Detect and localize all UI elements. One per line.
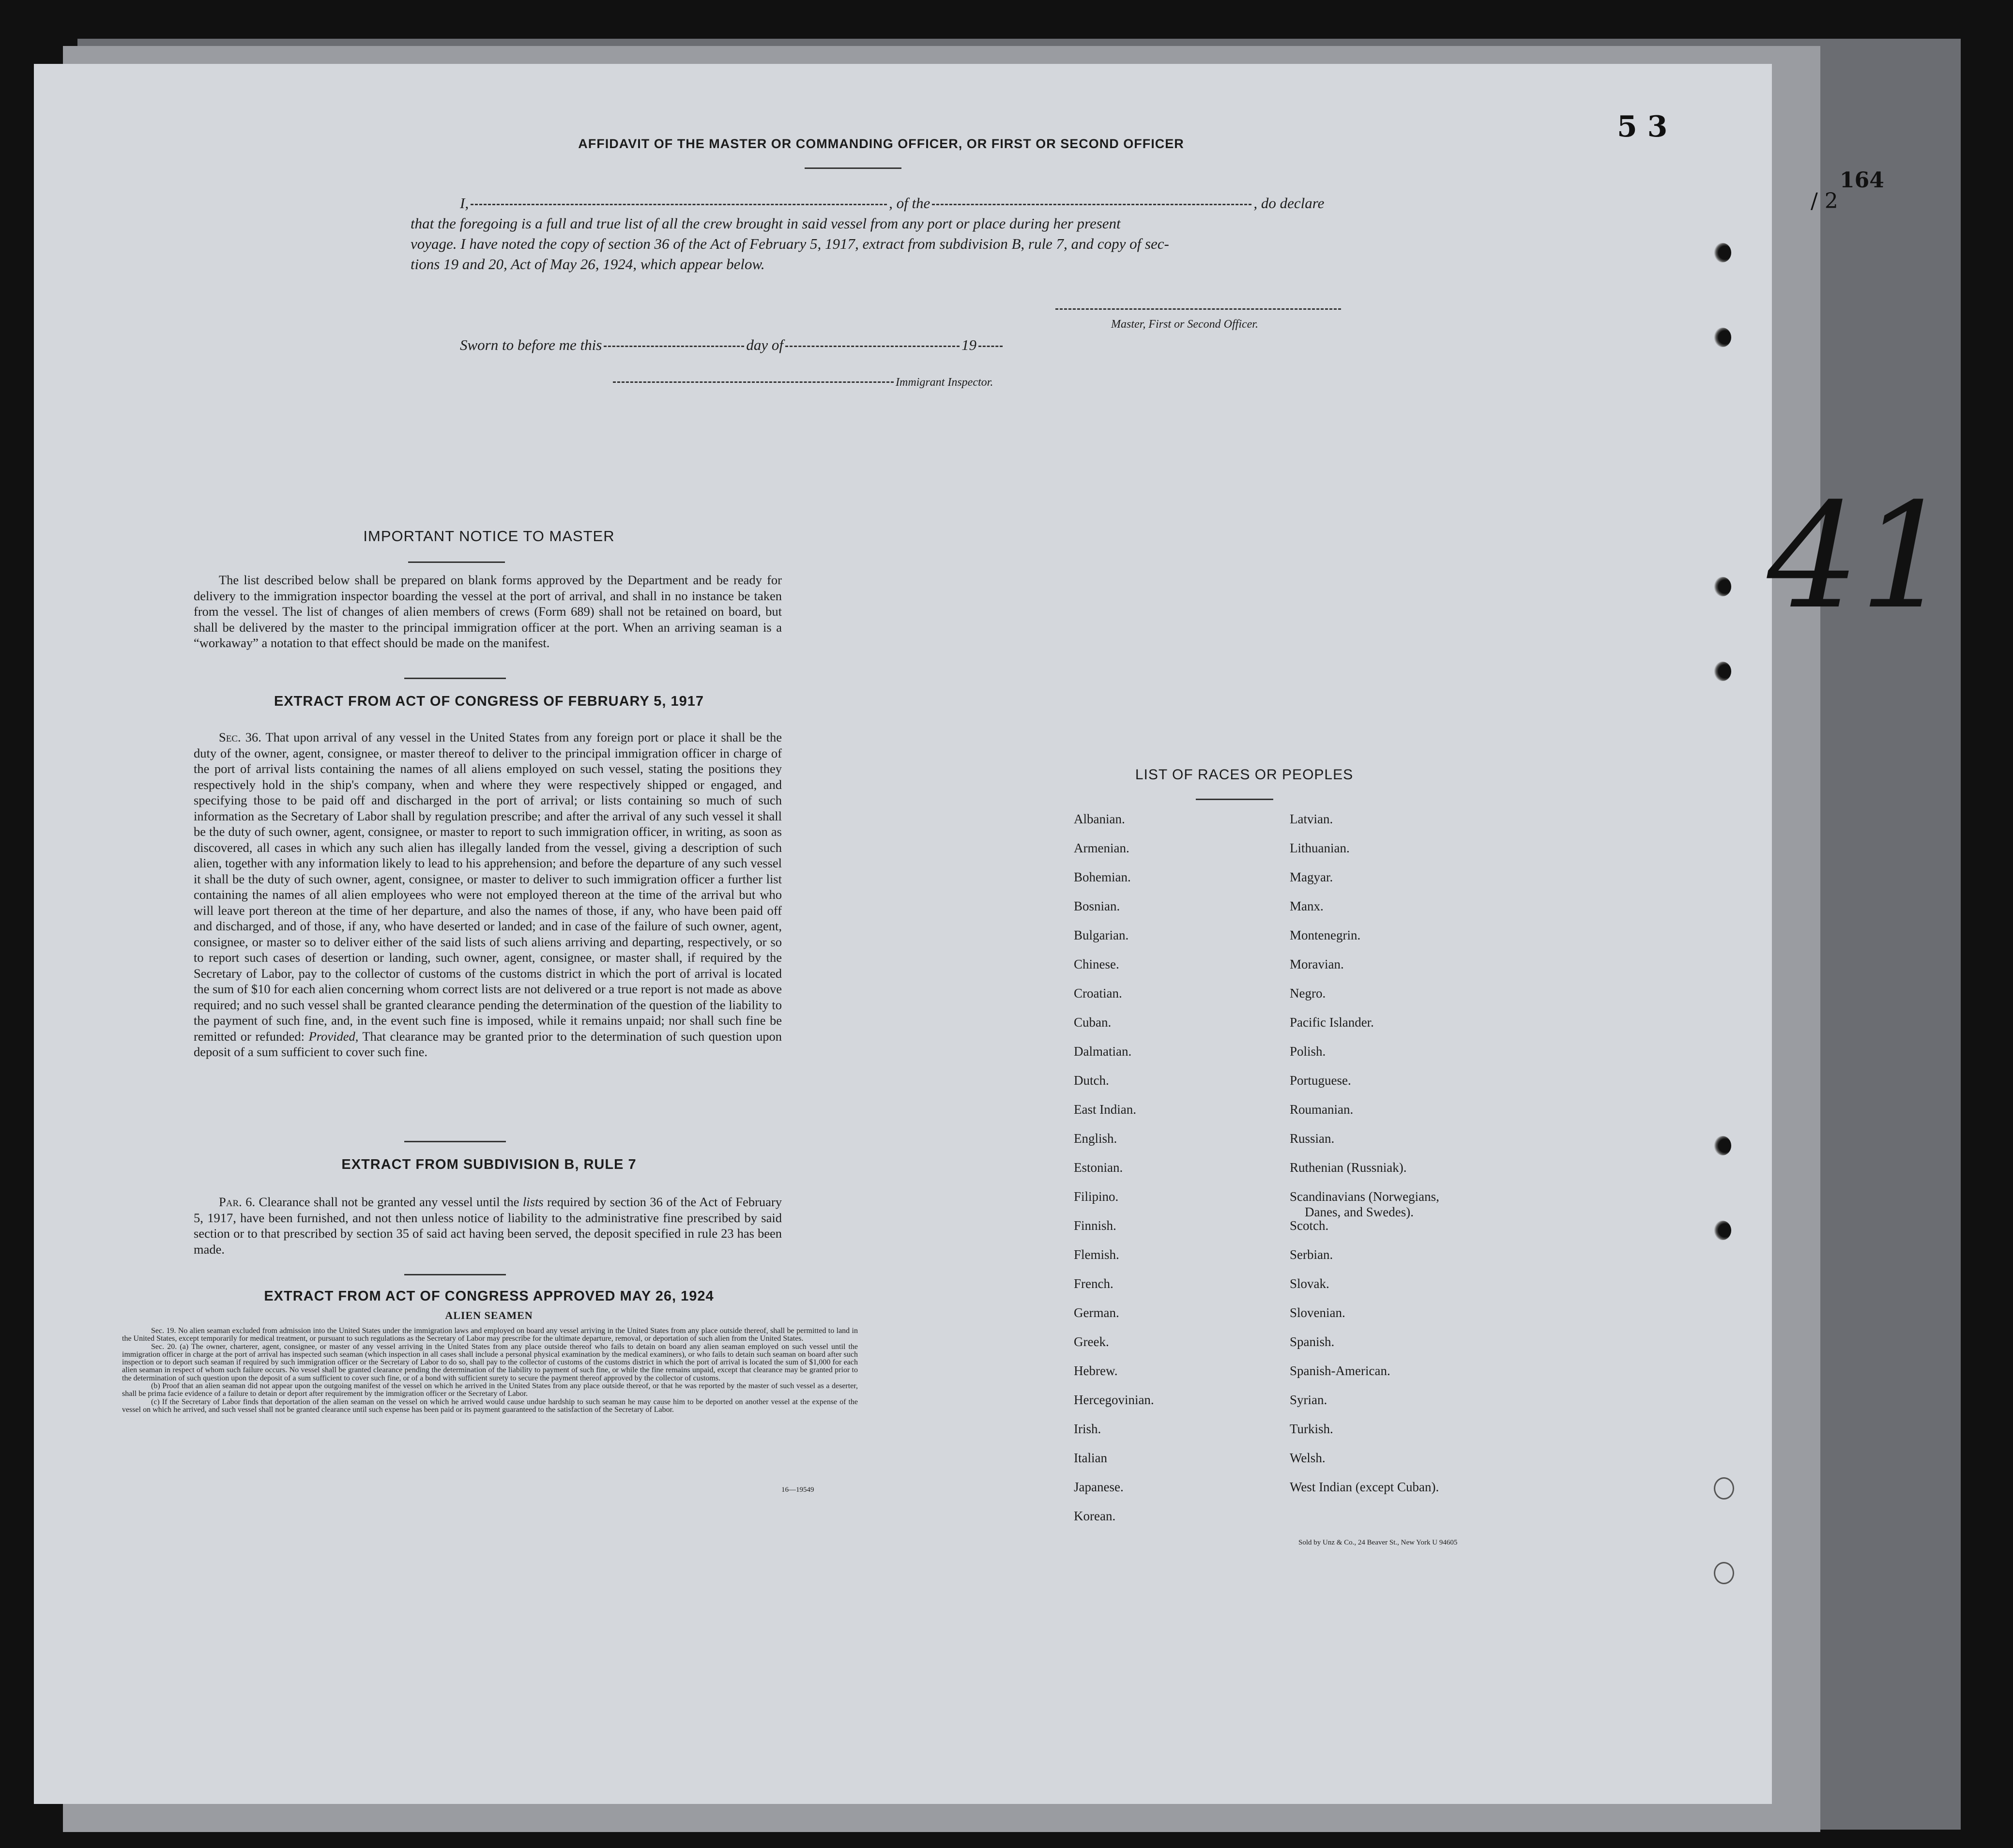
affidavit-i: I, bbox=[460, 195, 469, 212]
race-item: Spanish. bbox=[1290, 1334, 1335, 1349]
sec-20a-paragraph: Sec. 20. (a) The owner, charterer, agent, consignee, or master of any vessel arriving in the United States from any place outside thereof who fails to detain on board any alien seaman employed on such vessel until the immigration officer in charge at the port of arrival has inspected such seaman (which inspection in all cases shall include a personal physical examination by the medical examiners), or who fails to detain such seaman on board after such inspection or to deport such seaman if required by such immigration officer or the Secretary of Labor to do so, shall pay to the collector of customs of the customs district in which the port of arrival is located the sum of $1,000 for each alien seaman in respect of whom such failure occurs. No vessel shall be granted clearance pending the determination of the liability to payment of such fine, or while the fine remains unpaid, except that clearance may be granted prior to the determination of such question upon the deposit of a sum sufficient to cover such fine, or of a bond with sufficient surety to secure the payment thereof approved by the collector of customs. bbox=[122, 1342, 858, 1382]
race-item: Cuban. bbox=[1074, 1015, 1112, 1030]
race-item: Finnish. bbox=[1074, 1218, 1116, 1233]
proviso-text: That clearance may be granted prior to the determination of such question upon deposit of a sum sufficient to cover such fine. bbox=[194, 1029, 782, 1059]
race-item: German. bbox=[1074, 1305, 1119, 1320]
form-number: 16—19549 bbox=[781, 1486, 814, 1494]
race-item: Welsh. bbox=[1290, 1451, 1326, 1465]
sec-19-paragraph: Sec. 19. No alien seaman excluded from admission into the United States under the immigration laws and employed on board any vessel arriving in the United States from any place outside thereof, shall be permitted to land in the United States, except temporarily for medical treatment, or pursuant to such regulations as the Secretary of Labor may prescribe for the ultimate departure, removal, or deportation of such alien from the United States. bbox=[122, 1327, 858, 1343]
day-of-text: day of bbox=[746, 336, 783, 353]
race-item: Bosnian. bbox=[1074, 899, 1120, 913]
notice-paragraph: The list described below shall be prepared on blank forms approved by the Department and be ready for delivery to the immigration inspector boarding the vessel at the port of arrival, and shall in no instance be taken from the vessel. The list of changes of alien members of crews (Form 689) shall not be retained on board, but shall be delivered by the master to the principal immigration officer at the port. When an arriving seaman is a “workaway” a notation to that effect should be made on the manifest. bbox=[194, 573, 782, 650]
race-item: Negro. bbox=[1290, 986, 1326, 1000]
race-item: Spanish-American. bbox=[1290, 1363, 1390, 1378]
rule-7-end-divider bbox=[404, 1274, 506, 1275]
proviso-word: Provided, bbox=[308, 1029, 359, 1044]
day-blank bbox=[604, 345, 744, 347]
vessel-blank bbox=[932, 203, 1251, 205]
race-item: Magyar. bbox=[1290, 870, 1333, 884]
rule-7-body bbox=[194, 1194, 782, 1257]
rule-7-title: EXTRACT FROM SUBDIVISION B, RULE 7 bbox=[341, 1157, 637, 1172]
race-item: Korean. bbox=[1074, 1509, 1116, 1523]
punch-hole bbox=[1714, 577, 1731, 596]
notice-title: IMPORTANT NOTICE TO MASTER bbox=[363, 528, 615, 545]
affidavit-title: AFFIDAVIT OF THE MASTER OR COMMANDING OFFICER, OR FIRST OR SECOND OFFICER bbox=[578, 136, 1184, 151]
race-item: Dutch. bbox=[1074, 1073, 1109, 1088]
race-item: Manx. bbox=[1290, 899, 1324, 913]
race-item: Hercegovinian. bbox=[1074, 1393, 1154, 1407]
race-item: Slovenian. bbox=[1290, 1305, 1345, 1320]
race-item: Serbian. bbox=[1290, 1247, 1333, 1262]
extract-1924-title: EXTRACT FROM ACT OF CONGRESS APPROVED MAY 26, 1924 bbox=[264, 1288, 714, 1304]
race-item: Portuguese. bbox=[1290, 1073, 1351, 1088]
race-item: Danes, and Swedes). bbox=[1305, 1205, 1414, 1219]
master-signature-caption: Master, First or Second Officer. bbox=[1111, 318, 1258, 331]
race-item: Polish. bbox=[1290, 1044, 1326, 1059]
master-signature-line bbox=[1055, 308, 1341, 310]
race-item: West Indian (except Cuban). bbox=[1290, 1480, 1439, 1494]
punch-hole bbox=[1714, 1136, 1731, 1155]
sec-36-text: That upon arrival of any vessel in the United States from any foreign port or place it shall be the duty of the owner, agent, consignee, or master thereof to deliver to the principal immigration officer in charge of the port of arrival lists containing the names of all aliens employed on such vessel, stating the positions they respectively hold in the ship's company, when and where they were respectively shipped or engaged, and specifying those to be paid off and discharged in the port of arrival; or lists containing so much of such information as the Secretary of Labor shall by regulation prescribe; and after the arrival of any such vessel it shall be the duty of such owner, agent, consignee, or master to report to such immigration officer, in writing, as soon as discovered, all cases in which any such alien has illegally landed from the vessel, giving a description of such alien, together with any information likely to lead to his apprehension; and before the departure of any such vessel it shall be the duty of such owner, agent, consignee, or master to deliver to such immigration officer a further list containing the names of all alien employees who were not employed thereon at the time of the arrival but who will leave port thereon at the time of her departure, and also the names of those, if any, who have been paid off and discharged, and of those, if any, who have deserted or landed; and in case of the failure of such owner, agent, consignee, or master so to deliver either of the said lists of such aliens arriving and departing, respectively, or so to report such cases of desertion or landing, such owner, agent, consignee, or master shall, if required by the Secretary of Labor, pay to the collector of customs of the customs district in which the port of arrival is located the sum of $10 for each alien concerning whom correct lists are not delivered or a true report is not made as above required; and no such vessel shall be granted clearance pending the determination of the question of the liability to the payment of such fine, and, in the event such fine is imposed, while it remains unpaid; nor shall such fine be remitted or refunded: bbox=[194, 730, 782, 1044]
par-6-text-b: required by section 36 of the Act of February 5, 1917, have been furnished, and not then unless notice of liability to the administrative fine prescribed by said section or to that prescribed by section 35 of said act having been served, the deposit specified in rule 23 has been made. bbox=[194, 1195, 782, 1257]
punch-hole bbox=[1714, 328, 1731, 347]
race-item: Japanese. bbox=[1074, 1480, 1124, 1494]
affidavit-do-declare: , do declare bbox=[1253, 195, 1325, 212]
extract-1917-end-divider bbox=[404, 1141, 506, 1142]
extract-1917-body bbox=[194, 729, 782, 1060]
race-item: Filipino. bbox=[1074, 1189, 1119, 1204]
notice-end-divider bbox=[404, 678, 506, 679]
race-item: Bulgarian. bbox=[1074, 928, 1129, 942]
punch-hole-empty bbox=[1714, 1562, 1734, 1584]
handwritten-note: 41 bbox=[1767, 472, 1952, 641]
punch-hole-empty bbox=[1714, 1477, 1734, 1500]
race-item: Armenian. bbox=[1074, 841, 1129, 855]
race-item: Croatian. bbox=[1074, 986, 1122, 1000]
race-item: Latvian. bbox=[1290, 812, 1333, 826]
affidavit-line3: voyage. I have noted the copy of section 36 of the Act of February 5, 1917, extract from subdivision B, rule 7, and copy of sec- bbox=[411, 235, 1169, 252]
race-item: Irish. bbox=[1074, 1422, 1101, 1436]
title-divider bbox=[805, 167, 901, 169]
punch-hole bbox=[1714, 243, 1731, 262]
sec-20b-paragraph: (b) Proof that an alien seaman did not appear upon the outgoing manifest of the vessel on which he arrived in the United States from any place outside thereof, or that he was reported by the master of such vessel as a deserter, shall be prima facie evidence of a failure to detain or deport after requirement by the immigration officer or the Secretary of Labor. bbox=[122, 1382, 858, 1398]
sworn-line bbox=[460, 336, 1005, 354]
sec-36-label: Sec. 36. bbox=[219, 730, 261, 744]
name-blank bbox=[471, 203, 887, 205]
inspector-line bbox=[611, 376, 993, 389]
punch-hole bbox=[1714, 662, 1731, 681]
race-item: Ruthenian (Russniak). bbox=[1290, 1160, 1407, 1175]
page-number: 164 bbox=[1840, 168, 1884, 193]
race-item: Roumanian. bbox=[1290, 1102, 1354, 1117]
inspector-blank bbox=[613, 381, 894, 383]
inspector-caption: Immigrant Inspector. bbox=[896, 376, 993, 389]
punch-hole bbox=[1714, 1221, 1731, 1240]
publisher-footer: Sold by Unz & Co., 24 Beaver St., New York U 94605 bbox=[1298, 1539, 1458, 1546]
race-item: Turkish. bbox=[1290, 1422, 1333, 1436]
race-item: Pacific Islander. bbox=[1290, 1015, 1374, 1030]
race-item: Lithuanian. bbox=[1290, 841, 1350, 855]
race-item: Dalmatian. bbox=[1074, 1044, 1132, 1059]
race-item: Russian. bbox=[1290, 1131, 1335, 1146]
affidavit-line1 bbox=[460, 195, 1404, 212]
par-6-label: Par. 6. bbox=[219, 1195, 256, 1209]
par-6-text-a: Clearance shall not be granted any vessel until the bbox=[259, 1195, 519, 1209]
lists-word: lists bbox=[522, 1195, 544, 1209]
races-title: LIST OF RACES OR PEOPLES bbox=[1135, 767, 1354, 783]
race-item: Albanian. bbox=[1074, 812, 1125, 826]
corner-stamp: 5 3 bbox=[1617, 110, 1668, 144]
races-divider bbox=[1196, 799, 1273, 800]
race-item: East Indian. bbox=[1074, 1102, 1136, 1117]
extract-1924-body bbox=[122, 1327, 858, 1414]
race-item: Bohemian. bbox=[1074, 870, 1131, 884]
alien-seamen-subtitle: ALIEN SEAMEN bbox=[445, 1309, 533, 1321]
race-item: Scandinavians (Norwegians, bbox=[1290, 1189, 1439, 1204]
notice-divider bbox=[408, 561, 505, 563]
sworn-text: Sworn to before me this bbox=[460, 336, 602, 353]
race-item: Montenegrin. bbox=[1290, 928, 1361, 942]
affidavit-line4: tions 19 and 20, Act of May 26, 1924, which appear below. bbox=[411, 256, 765, 273]
sec-20c-paragraph: (c) If the Secretary of Labor finds that deportation of the alien seaman on the vessel on which he arrived would cause undue hardship to such seaman he may cause him to be deported on another vessel at the expense of the vessel on which he arrived, and such vessel shall not be granted clearance until such expense has been paid or its payment guaranteed to the satisfaction of the Secretary of Labor. bbox=[122, 1397, 858, 1414]
race-item: Moravian. bbox=[1290, 957, 1344, 971]
year-blank bbox=[978, 345, 1003, 347]
race-item: English. bbox=[1074, 1131, 1117, 1146]
affidavit-of-the: , of the bbox=[889, 195, 930, 212]
race-item: Scotch. bbox=[1290, 1218, 1329, 1233]
notice-body bbox=[194, 572, 782, 651]
race-item: Slovak. bbox=[1290, 1276, 1329, 1291]
race-item: Flemish. bbox=[1074, 1247, 1119, 1262]
par-6-paragraph bbox=[194, 1194, 782, 1257]
race-item: Greek. bbox=[1074, 1334, 1109, 1349]
affidavit-line2: that the foregoing is a full and true list of all the crew brought in said vessel from any port or place during her present bbox=[411, 215, 1121, 232]
month-blank bbox=[785, 345, 960, 347]
race-item: Syrian. bbox=[1290, 1393, 1327, 1407]
race-item: French. bbox=[1074, 1276, 1113, 1291]
race-item: Chinese. bbox=[1074, 957, 1119, 971]
sec-36-paragraph bbox=[194, 729, 782, 1060]
race-item: Estonian. bbox=[1074, 1160, 1123, 1175]
extract-1917-title: EXTRACT FROM ACT OF CONGRESS OF FEBRUARY 5, 1917 bbox=[274, 694, 704, 709]
year-prefix: 19 bbox=[961, 336, 976, 353]
race-item: Italian bbox=[1074, 1451, 1107, 1465]
race-item: Hebrew. bbox=[1074, 1363, 1118, 1378]
margin-mark: / 2 bbox=[1811, 189, 1838, 213]
